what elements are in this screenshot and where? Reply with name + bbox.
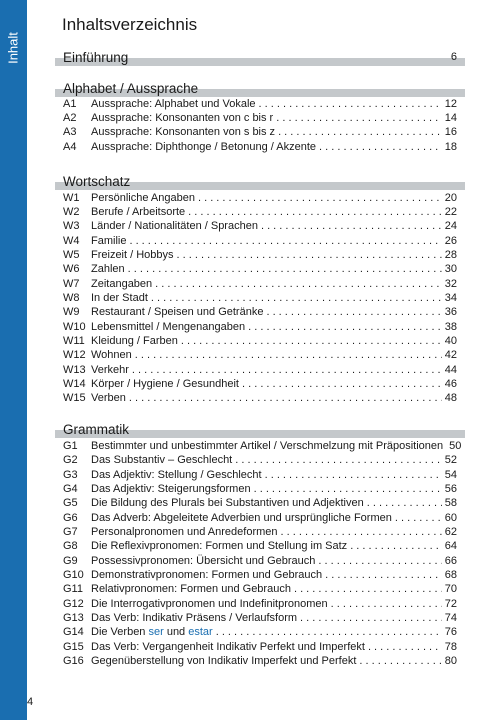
toc-entry-g16[interactable] [63, 654, 457, 668]
dot-leader [368, 640, 442, 654]
toc-entry-w5[interactable] [63, 248, 457, 262]
entry-title: Lebensmittel / Mengenangaben [91, 321, 246, 333]
entry-title: Aussprache: Konsonanten von s bis z [91, 126, 276, 138]
toc-entry-w12[interactable] [63, 348, 457, 362]
side-tab-label: Inhalt [5, 32, 21, 64]
entry-title: Die Interrogativpronomen und Indefinitpronomen [91, 598, 328, 610]
toc-entry-w11[interactable] [63, 334, 457, 348]
page-number: 4 [27, 696, 34, 708]
entry-title: Die Reflexivpronomen: Formen und Stellung im Satz [91, 540, 348, 552]
entry-page: 58 [444, 497, 457, 509]
entry-title: Wohnen [91, 349, 132, 361]
entry-page: 18 [444, 141, 457, 153]
entry-title: Possessivpronomen: Übersicht und Gebrauch [91, 555, 316, 567]
toc-entry-a4[interactable] [63, 140, 457, 154]
entry-page: 34 [444, 292, 457, 304]
dot-leader [181, 334, 442, 348]
entry-title: Bestimmter und unbestimmter Artikel / Verschmelzung mit Präpositionen [91, 440, 444, 452]
entry-page: 40 [444, 335, 457, 347]
entry-page: 56 [444, 483, 457, 495]
entry-code: G15 [63, 641, 84, 653]
entry-code: W6 [63, 263, 80, 275]
entry-code: G4 [63, 483, 78, 495]
dot-leader [248, 320, 442, 334]
entry-page: 24 [444, 220, 457, 232]
entry-code: G2 [63, 454, 78, 466]
dot-leader [281, 525, 442, 539]
entry-page: 50 [449, 440, 462, 452]
entry-code: G16 [63, 655, 84, 667]
dot-leader [128, 262, 442, 276]
entry-title: Verkehr [91, 364, 129, 376]
entry-title-part: und [163, 626, 189, 638]
section-header-grammatik [55, 422, 465, 438]
entry-page: 36 [444, 306, 457, 318]
entry-code: G6 [63, 512, 78, 524]
dot-leader [265, 468, 442, 482]
entry-title: Zahlen [91, 263, 125, 275]
toc-entry-g3[interactable] [63, 468, 457, 482]
entry-title-part: Die Verben [91, 626, 149, 638]
dot-leader [129, 234, 441, 248]
section-label: Grammatik [63, 422, 130, 437]
section-page: 6 [450, 51, 457, 63]
entry-code: W4 [63, 235, 80, 247]
section-label: Alphabet / Aussprache [63, 81, 199, 96]
entry-page: 78 [444, 641, 457, 653]
entry-title: Berufe / Arbeitsorte [91, 206, 186, 218]
section-header-alphabet [55, 81, 465, 97]
entry-code: W9 [63, 306, 80, 318]
entry-page: 60 [444, 512, 457, 524]
toc-entry-g15[interactable] [63, 640, 457, 654]
entry-code: W2 [63, 206, 80, 218]
entry-code: A1 [63, 98, 77, 110]
toc-entry-w15[interactable] [63, 391, 457, 405]
dot-leader [155, 277, 442, 291]
dot-leader [294, 582, 442, 596]
entry-code: G9 [63, 555, 78, 567]
entry-code: G12 [63, 598, 84, 610]
entry-page: 76 [444, 626, 457, 638]
dot-leader [242, 377, 442, 391]
entry-title: Das Verb: Indikativ Präsens / Verlaufsform [91, 612, 298, 624]
dot-leader [135, 348, 442, 362]
entry-code: W10 [63, 321, 86, 333]
entry-page: 28 [444, 249, 457, 261]
toc-entry-g12[interactable] [63, 597, 457, 611]
entry-title: Restaurant / Speisen und Getränke [91, 306, 264, 318]
entry-code: A3 [63, 126, 77, 138]
dot-leader [318, 554, 441, 568]
dot-leader [331, 597, 442, 611]
entry-code: W14 [63, 378, 86, 390]
toc-entry-g1[interactable] [63, 439, 462, 453]
toc-entry-w8[interactable] [63, 291, 457, 305]
toc-entry-w9[interactable] [63, 305, 457, 319]
entry-page: 20 [444, 192, 457, 204]
entry-title: Das Adjektiv: Stellung / Geschlecht [91, 469, 262, 481]
dot-leader [216, 625, 442, 639]
entry-page: 80 [444, 655, 457, 667]
entry-code: G14 [63, 626, 84, 638]
entry-title: Demonstrativpronomen: Formen und Gebrauch [91, 569, 323, 581]
section-header-einfuehrung[interactable] [55, 50, 465, 66]
dot-leader [198, 191, 442, 205]
dot-leader [129, 391, 442, 405]
entry-title: Relativpronomen: Formen und Gebrauch [91, 583, 291, 595]
dot-leader [188, 205, 442, 219]
entry-title: Familie [91, 235, 127, 247]
entry-page: 52 [444, 454, 457, 466]
dot-leader [278, 125, 442, 139]
dot-leader [367, 496, 442, 510]
entry-title: Das Adverb: Abgeleitete Adverbien und ursprüngliche Formen [91, 512, 392, 524]
entry-code: W15 [63, 392, 86, 404]
entry-page: 70 [444, 583, 457, 595]
dot-leader [261, 219, 442, 233]
entry-page: 46 [444, 378, 457, 390]
toc-entry-w2[interactable] [63, 205, 457, 219]
entry-code: G13 [63, 612, 84, 624]
entry-page: 62 [444, 526, 457, 538]
dot-leader [235, 453, 442, 467]
toc-entry-g10[interactable] [63, 568, 457, 582]
entry-code: W8 [63, 292, 80, 304]
entry-page: 74 [444, 612, 457, 624]
entry-title [91, 625, 213, 639]
entry-code: G8 [63, 540, 78, 552]
toc-entry-g7[interactable] [63, 525, 457, 539]
dot-leader [266, 305, 441, 319]
entry-title: Freizeit / Hobbys [91, 249, 174, 261]
entry-title: Aussprache: Alphabet und Vokale [91, 98, 256, 110]
page-title: Inhaltsverzeichnis [62, 15, 198, 34]
dot-leader [132, 363, 442, 377]
dot-leader [151, 291, 442, 305]
entry-page: 44 [444, 364, 457, 376]
entry-page: 64 [444, 540, 457, 552]
entry-title: Personalpronomen und Anredeformen [91, 526, 278, 538]
toc-entry-w6[interactable] [63, 262, 457, 276]
entry-page: 66 [444, 555, 457, 567]
dot-leader [177, 248, 442, 262]
entry-page: 48 [444, 392, 457, 404]
toc-entry-g5[interactable] [63, 496, 457, 510]
entry-code: G11 [63, 583, 83, 595]
entry-title: Das Verb: Vergangenheit Indikativ Perfekt und Imperfekt [91, 641, 365, 653]
entry-page: 14 [444, 112, 457, 124]
entry-title: Aussprache: Konsonanten von c bis r [91, 112, 274, 124]
entry-code: W3 [63, 220, 80, 232]
entry-code: W13 [63, 364, 86, 376]
entry-page: 30 [444, 263, 457, 275]
toc-entry-a2[interactable] [63, 111, 457, 125]
entry-page: 72 [444, 598, 457, 610]
entry-page: 22 [444, 206, 457, 218]
entry-page: 16 [444, 126, 457, 138]
dot-leader [359, 654, 441, 668]
entry-title: Persönliche Angaben [91, 192, 195, 204]
toc-entry-g11[interactable] [63, 582, 457, 596]
toc-entry-w14[interactable] [63, 377, 457, 391]
toc-entry-w7[interactable] [63, 277, 457, 291]
entry-title: Zeitangaben [91, 278, 153, 290]
entry-code: G1 [63, 440, 78, 452]
entry-code: G7 [63, 526, 78, 538]
dot-leader [254, 482, 442, 496]
entry-title: Verben [91, 392, 126, 404]
entry-title: Länder / Nationalitäten / Sprachen [91, 220, 258, 232]
entry-code: W1 [63, 192, 80, 204]
toc-entry-g4[interactable] [63, 482, 457, 496]
dot-leader [259, 97, 442, 111]
toc-entry-w13[interactable] [63, 363, 457, 377]
entry-code: W11 [63, 335, 85, 347]
entry-code: G5 [63, 497, 78, 509]
entry-page: 26 [444, 235, 457, 247]
toc-entry-w10[interactable] [63, 320, 457, 334]
toc-entry-g8[interactable] [63, 539, 457, 553]
entry-page: 54 [444, 469, 457, 481]
entry-title: Gegenüberstellung von Indikativ Imperfekt und Perfekt [91, 655, 357, 667]
dot-leader [395, 511, 442, 525]
entry-code: A2 [63, 112, 77, 124]
entry-title: In der Stadt [91, 292, 148, 304]
toc-entry-g13[interactable] [63, 611, 457, 625]
entry-code: W7 [63, 278, 80, 290]
entry-title: Die Bildung des Plurals bei Substantiven und Adjektiven [91, 497, 364, 509]
entry-code: G3 [63, 469, 78, 481]
dot-leader [300, 611, 442, 625]
dot-leader [319, 140, 442, 154]
section-label: Wortschatz [63, 174, 131, 189]
entry-page: 12 [444, 98, 457, 110]
keyword-estar: estar [188, 626, 213, 638]
entry-page: 38 [444, 321, 457, 333]
entry-code: W5 [63, 249, 80, 261]
dot-leader [325, 568, 442, 582]
entry-page: 32 [444, 278, 457, 290]
dot-leader [276, 111, 442, 125]
entry-code: A4 [63, 141, 77, 153]
entry-code: W12 [63, 349, 86, 361]
entry-page: 68 [444, 569, 457, 581]
entry-title: Das Substantiv – Geschlecht [91, 454, 233, 466]
entry-code: G10 [63, 569, 84, 581]
toc-entry-g6[interactable] [63, 511, 457, 525]
entry-title: Aussprache: Diphthonge / Betonung / Akzente [91, 141, 317, 153]
section-label: Einführung [63, 50, 129, 65]
toc-entry-g2[interactable] [63, 453, 457, 467]
toc-entry-w4[interactable] [63, 234, 457, 248]
entry-title: Das Adjektiv: Steigerungsformen [91, 483, 251, 495]
toc-entry-a3[interactable] [63, 125, 457, 139]
toc-entry-w1[interactable] [63, 191, 457, 205]
toc-entry-g9[interactable] [63, 554, 457, 568]
toc-entry-a1[interactable] [63, 97, 457, 111]
entry-page: 42 [444, 349, 457, 361]
keyword-ser: ser [148, 626, 164, 638]
toc-entry-g14[interactable] [63, 625, 457, 639]
side-tab [0, 0, 27, 720]
entry-title: Kleidung / Farben [91, 335, 178, 347]
toc-entry-w3[interactable] [63, 219, 457, 233]
section-header-wortschatz [55, 174, 465, 190]
dot-leader [350, 539, 442, 553]
entry-title: Körper / Hygiene / Gesundheit [91, 378, 239, 390]
